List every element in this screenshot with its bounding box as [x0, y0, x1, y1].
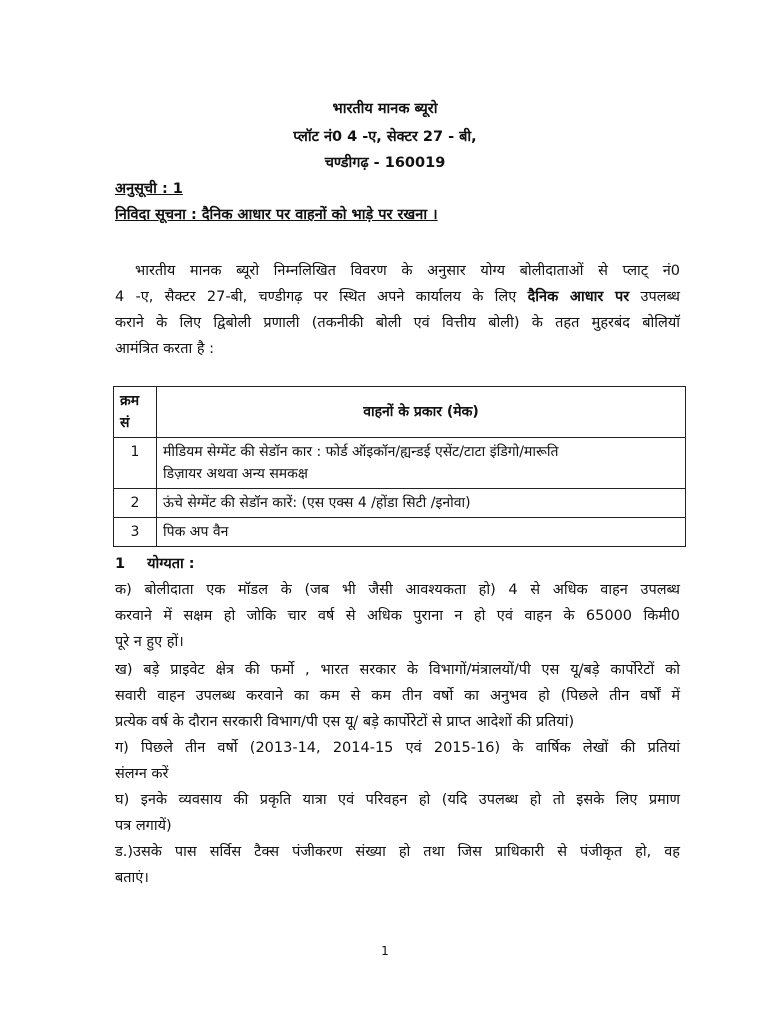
- eligibility-b-3: प्रत्येक वर्ष के दौरान सरकारी विभाग/पी एस यू/ बड़े कार्पोरेटों से प्राप्त आदेशों की प्रतियां): [115, 714, 575, 730]
- intro-bold-phrase: दैनिक आधार पर: [527, 289, 630, 305]
- row-serial: 1: [114, 438, 157, 489]
- row-serial: 3: [114, 518, 157, 547]
- tender-subject: निविदा सूचना : दैनिक आधार पर वाहनों को भाड़े पर रखना ।: [115, 207, 438, 223]
- eligibility-a-2: करवाने में सक्षम हो जोकि चार वर्ष से अधिक पुराना न हो एवं वाहन के 65000 किमी0: [115, 608, 680, 624]
- page-number: 1: [381, 944, 389, 958]
- org-name: भारतीय मानक ब्यूरो: [332, 101, 438, 117]
- eligibility-d-1: घ) इनके व्यवसाय की प्रकृति यात्रा एवं परिवहन हो (यदि उपलब्ध हो तो इसके लिए प्रमाण: [115, 792, 680, 808]
- address-line-2: चण्डीगढ़ - 160019: [324, 155, 446, 171]
- table-row: [114, 438, 686, 489]
- eligibility-heading: 1 योग्यता :: [115, 556, 195, 572]
- row-vehicle: पिक अप वैन: [157, 518, 686, 547]
- table-header-row: [114, 387, 686, 438]
- eligibility-c-1: ग) पिछले तीन वर्षो (2013-14, 2014-15 एवं 2015-16) के वार्षिक लेखों की प्रतियां: [115, 740, 680, 756]
- eligibility-a-1: क) बोलीदाता एक मॉडल के (जब भी जैसी आवश्यकता हो) 4 से अधिक वाहन उपलब्ध: [115, 582, 680, 598]
- eligibility-d-2: पत्र लगायें): [115, 818, 172, 834]
- address-line-1: प्लॉट नं0 4 -ए, सेक्टर 27 - बी,: [293, 129, 477, 145]
- table-row: [114, 518, 686, 547]
- eligibility-c-2: संलग्न करें: [115, 766, 169, 782]
- col-header-serial: क्रम सं: [114, 387, 157, 438]
- eligibility-e-2: बताएं।: [115, 870, 149, 886]
- intro-line-3: कराने के लिए द्विबोली प्रणाली (तकनीकी बोली एवं वित्तीय बोली) के तहत मुहरबंद बोलियॉ: [115, 315, 680, 331]
- row-vehicle: मीडियम सेग्मेंट की सेडॉन कार : फोर्ड ऑइकॉन/ह्यन्डई एसेंट/टाटा इंडिगो/मारूति डिज़ायर अथवा अन्य समकक्ष: [157, 438, 686, 489]
- eligibility-e-1: ड.)उसके पास सर्विस टैक्स पंजीकरण संख्या हो तथा जिस प्राधिकारी से पंजीकृत हो, वह: [115, 844, 680, 860]
- intro-line-2: 4 -ए, सैक्टर 27-बी, चण्डीगढ़ पर स्थित अपने कार्यालय के लिए दैनिक आधार पर उपलब्ध: [115, 289, 680, 305]
- intro-line-1: भारतीय मानक ब्यूरो निम्नलिखित विवरण के अनुसार योग्य बोलीदाताओं से प्लाट् नं0: [135, 263, 680, 279]
- intro-line-4: आमंत्रित करता है :: [115, 341, 215, 357]
- eligibility-b-2: सवारी वाहन उपलब्ध करवाने का कम से कम तीन वर्षो का अनुभव हो (पिछले तीन वर्षों में: [115, 688, 680, 704]
- row-serial: 2: [114, 489, 157, 518]
- schedule-label: अनुसूची : 1: [115, 181, 183, 197]
- row-vehicle: ऊंचे सेग्मेंट की सेडॉन कारें: (एस एक्स 4 /होंडा सिटी /इनोवा): [157, 489, 686, 518]
- eligibility-a-3: पूरे न हुए हों।: [115, 634, 184, 650]
- vehicle-type-table: [113, 386, 686, 547]
- col-header-vehicle-type: वाहनों के प्रकार (मेक): [157, 387, 686, 438]
- table-row: [114, 489, 686, 518]
- eligibility-b-1: ख) बड़े प्राइवेट क्षेत्र की फर्मो , भारत सरकार के विभागों/मंत्रालयों/पी एस यू/बड़े कार्पोरेटों को: [115, 662, 680, 678]
